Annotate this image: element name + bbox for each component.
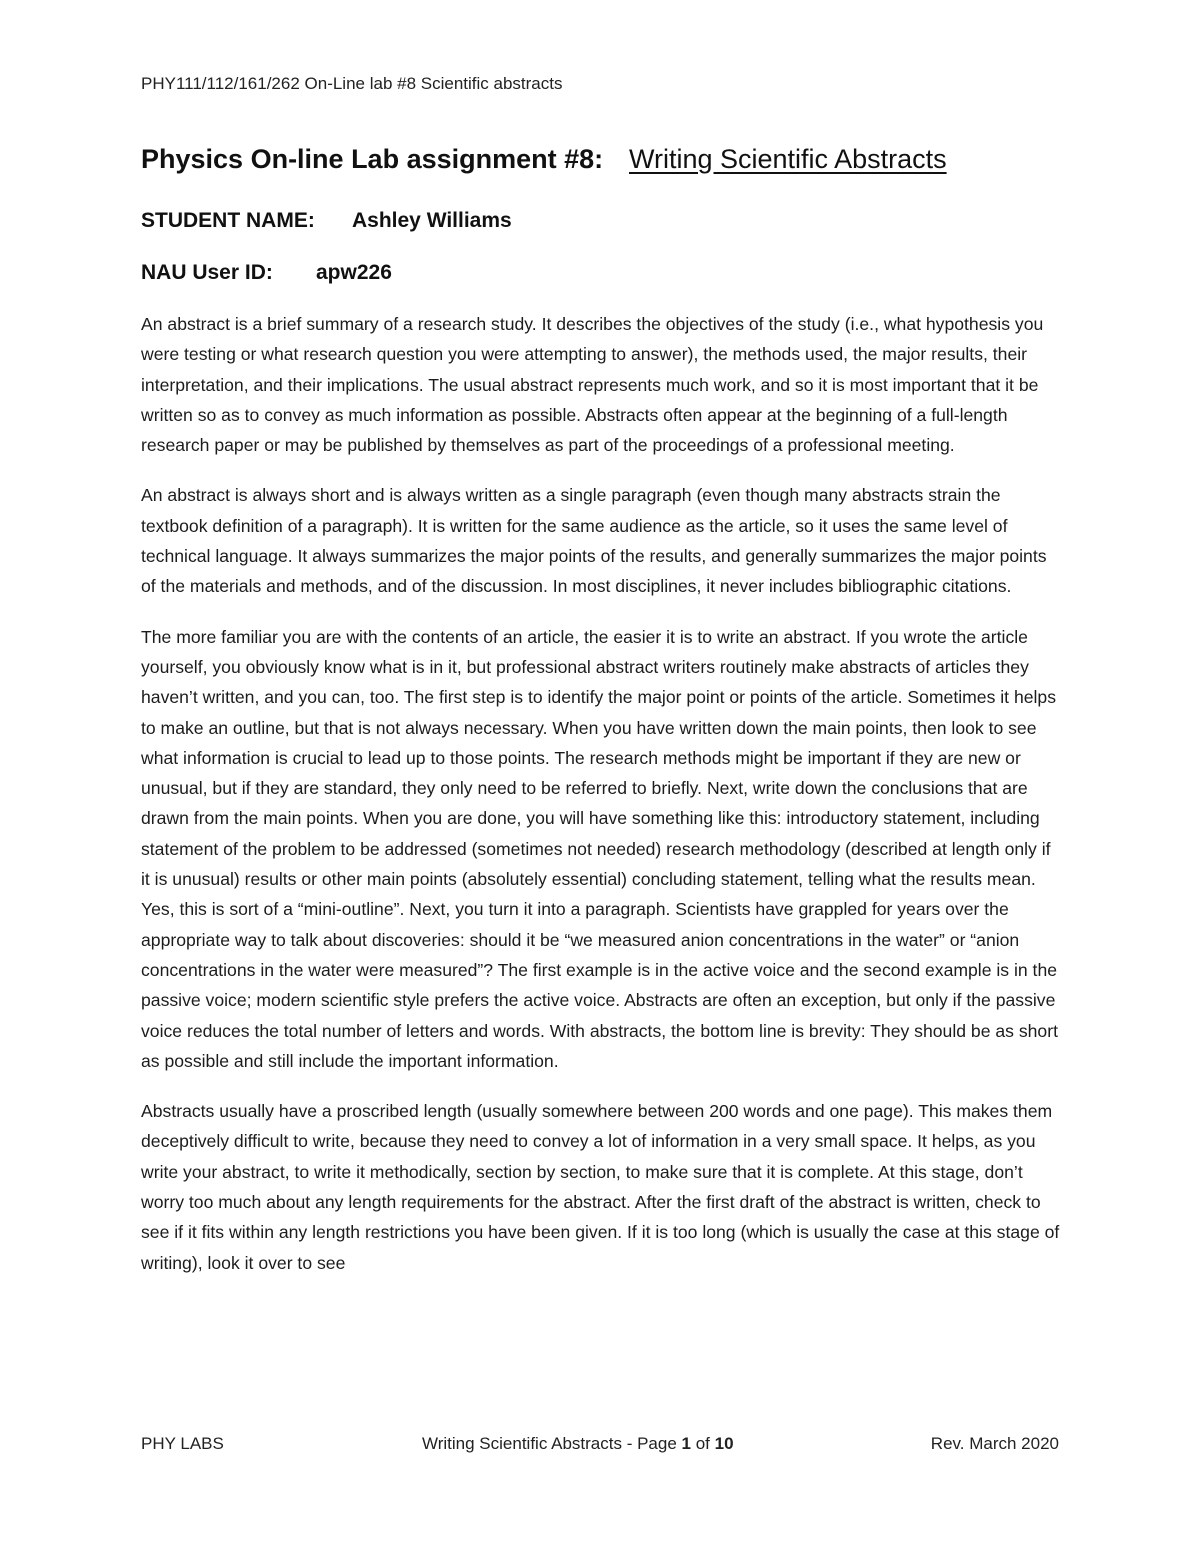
footer-left: PHY LABS: [141, 1434, 224, 1453]
running-footer: [141, 1434, 1059, 1458]
paragraph: An abstract is a brief summary of a research study. It describes the objectives of the study (i.e., what hypothesis you were testing or what research question you were attempting to answer), the methods used, the major results, their interpretation, and their implications. The usual abstract represents much work, and so it is most important that it be written so as to convey as much information as possible. Abstracts often appear at the beginning of a full-length research paper or may be published by themselves as part of the proceedings of a professional meeting.: [141, 314, 1044, 456]
title-main: Physics On-line Lab assignment #8:: [141, 144, 604, 174]
running-header: PHY111/112/161/262 On-Line lab #8 Scientific abstracts: [141, 74, 563, 93]
page-title: [141, 144, 947, 175]
footer-center: [422, 1434, 734, 1454]
footer-right: Rev. March 2020: [930, 1434, 1059, 1453]
title-subtitle: Writing Scientific Abstracts: [629, 144, 947, 174]
user-id-value: apw226: [316, 261, 392, 284]
paragraph: An abstract is always short and is always written as a single paragraph (even though many abstracts strain the textbook definition of a paragraph). It is written for the same audience as the article, so it uses the same level of technical language. It always summarizes the major points of the results, and generally summarizes the major points of the materials and methods, and of the discussion. In most disciplines, it never includes bibliographic citations.: [141, 485, 1047, 597]
paragraph: Abstracts usually have a proscribed length (usually somewhere between 200 words and one page). This makes them deceptively difficult to write, because they need to convey a lot of information in a very small space. It helps, as you write your abstract, to write it methodically, section by section, to make sure that it is complete. At this stage, don’t worry too much about any length requirements for the abstract. After the first draft of the abstract is written, check to see if it fits within any length restrictions you have been given. If it is too long (which is usually the case at this stage of writing), look it over to see: [141, 1101, 1060, 1273]
body-text: [141, 309, 1061, 1298]
student-name-row: [141, 209, 512, 233]
footer-page-of: of: [690, 1434, 715, 1453]
paragraph: The more familiar you are with the contents of an article, the easier it is to write an abstract. If you wrote the article yourself, you obviously know what is in it, but professional abstract writers routinely make abstracts of articles they haven’t written, and you can, too. The first step is to identify the major point or points of the article. Sometimes it helps to make an outline, but that is not always necessary. When you have written down the main points, then look to see what information is crucial to lead up to those points. The research methods might be important if they are new or unusual, but if they are standard, they only need to be referred to briefly. Next, write down the conclusions that are drawn from the main points. When you are done, you will have something like this: introductory statement, including statement of the problem to be addressed (sometimes not needed) research methodology (described at length only if it is unusual) results or other main points (absolutely essential) concluding statement, telling what the results mean. Yes, this is sort of a “mini-outline”. Next, you turn it into a paragraph. Scientists have grappled for years over the appropriate way to talk about discoveries: should it be “we measured anion concentrations in the water” or “anion concentrations in the water were measured”? The first example is in the active voice and the second example is in the passive voice; modern scientific style prefers the active voice. Abstracts are often an exception, but only if the passive voice reduces the total number of letters and words. With abstracts, the bottom line is brevity: They should be as short as possible and still include the important information.: [141, 626, 1058, 1071]
page-number-total: 10: [714, 1434, 734, 1453]
page-number-current: 1: [681, 1434, 691, 1453]
user-id-row: [141, 261, 392, 285]
student-name-value: Ashley Williams: [352, 209, 512, 232]
footer-center-prefix: Writing Scientific Abstracts - Page: [422, 1434, 682, 1453]
student-name-label: STUDENT NAME:: [141, 209, 315, 232]
user-id-label: NAU User ID:: [141, 261, 273, 284]
